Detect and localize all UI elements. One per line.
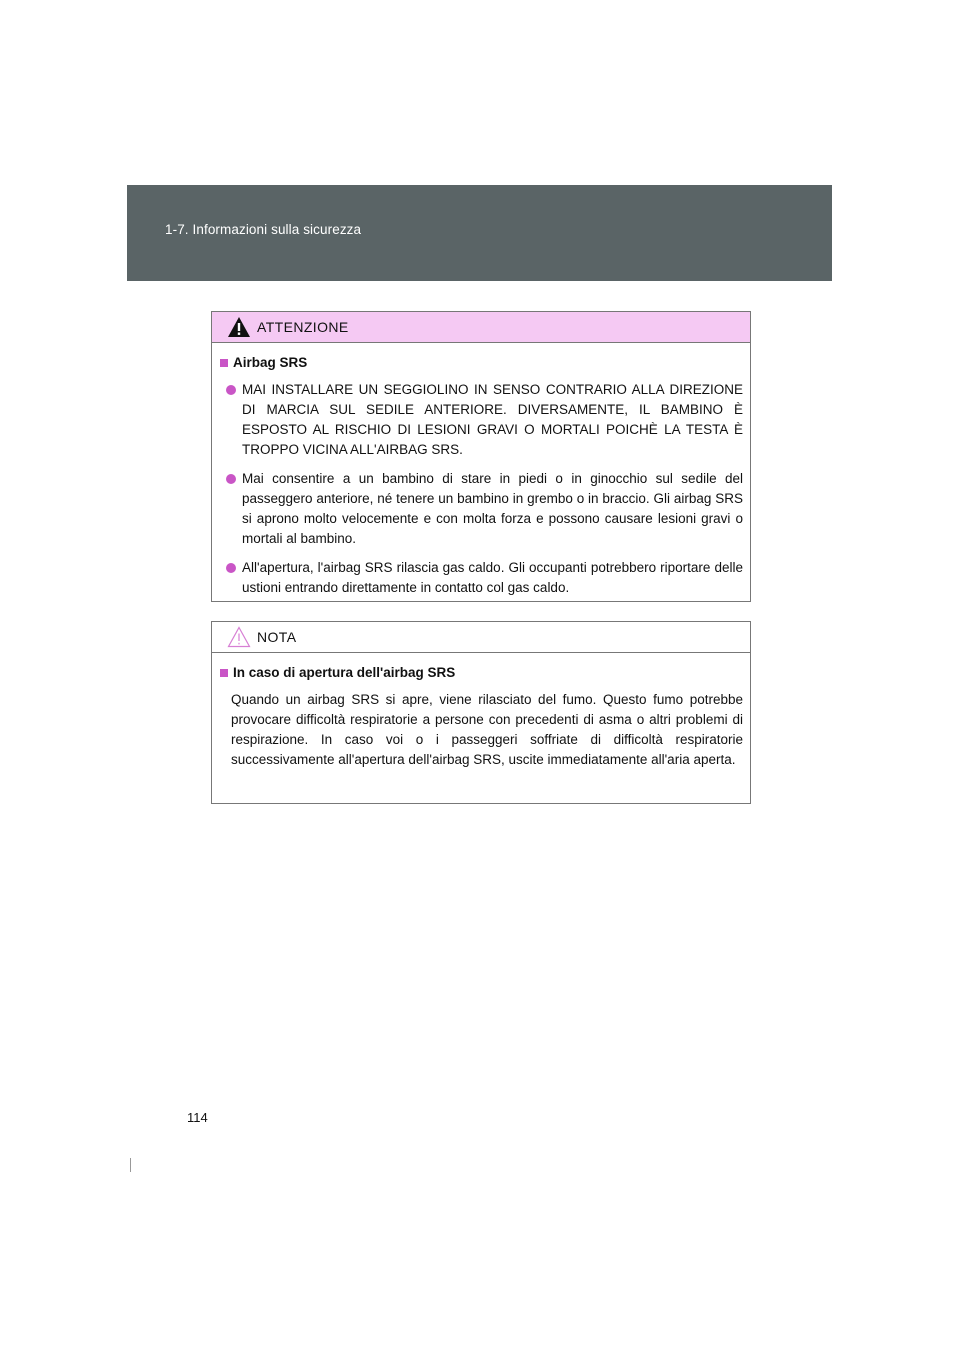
list-item	[242, 558, 743, 598]
list-item-text: Mai consentire a un bambino di stare in piedi o in ginocchio sul sedile del passeggero anteriore, né tenere un bambino in grembo o in braccio. Gli airbag SRS si aprono molto velocemente e con molta forza e possono causare lesioni gravi o mortali al bambino.	[242, 471, 743, 546]
round-bullet-icon	[226, 385, 236, 395]
warning-section-title-text: Airbag SRS	[233, 355, 308, 370]
note-paragraph: Quando un airbag SRS si apre, viene rilasciato del fumo. Questo fumo potrebbe provocare difficoltà respiratorie a persone con precedenti di asma o altri problemi di respirazione. In caso voi o i passeggeri soffriate di difficoltà respiratorie successivamente all'apertura dell'airbag SRS, uscite immediatamente all'aria aperta.	[231, 692, 743, 767]
note-label: NOTA	[257, 629, 297, 645]
note-section-title	[220, 665, 750, 680]
warning-section-title	[220, 355, 750, 370]
warning-label: ATTENZIONE	[257, 319, 349, 335]
margin-divider	[130, 1158, 131, 1172]
round-bullet-icon	[226, 563, 236, 573]
warning-triangle-icon	[227, 316, 251, 338]
note-box-header	[212, 622, 750, 653]
list-item-text: All'apertura, l'airbag SRS rilascia gas caldo. Gli occupanti potrebbero riportare delle ustioni entrando direttamente in contatto col gas caldo.	[242, 560, 743, 595]
caution-triangle-outline-icon	[227, 626, 251, 648]
section-title: 1-7. Informazioni sulla sicurezza	[165, 222, 362, 237]
page-number: 114	[187, 1110, 208, 1125]
warning-box-header	[212, 312, 750, 343]
round-bullet-icon	[226, 474, 236, 484]
list-item-text: MAI INSTALLARE UN SEGGIOLINO IN SENSO CONTRARIO ALLA DIREZIONE DI MARCIA SUL SEDILE ANTERIORE. DIVERSAMENTE, IL BAMBINO È ESPOSTO AL RISCHIO DI LESIONI GRAVI O MORTALI POICHÈ LA TESTA È TROPPO VICINA ALL'AIRBAG SRS.	[242, 382, 743, 457]
note-box	[211, 621, 751, 804]
section-header-bar	[127, 185, 832, 281]
list-item	[242, 469, 743, 549]
square-bullet-icon	[220, 359, 228, 367]
list-item	[242, 380, 743, 460]
square-bullet-icon	[220, 669, 228, 677]
warning-box	[211, 311, 751, 602]
note-section-title-text: In caso di apertura dell'airbag SRS	[233, 665, 456, 680]
